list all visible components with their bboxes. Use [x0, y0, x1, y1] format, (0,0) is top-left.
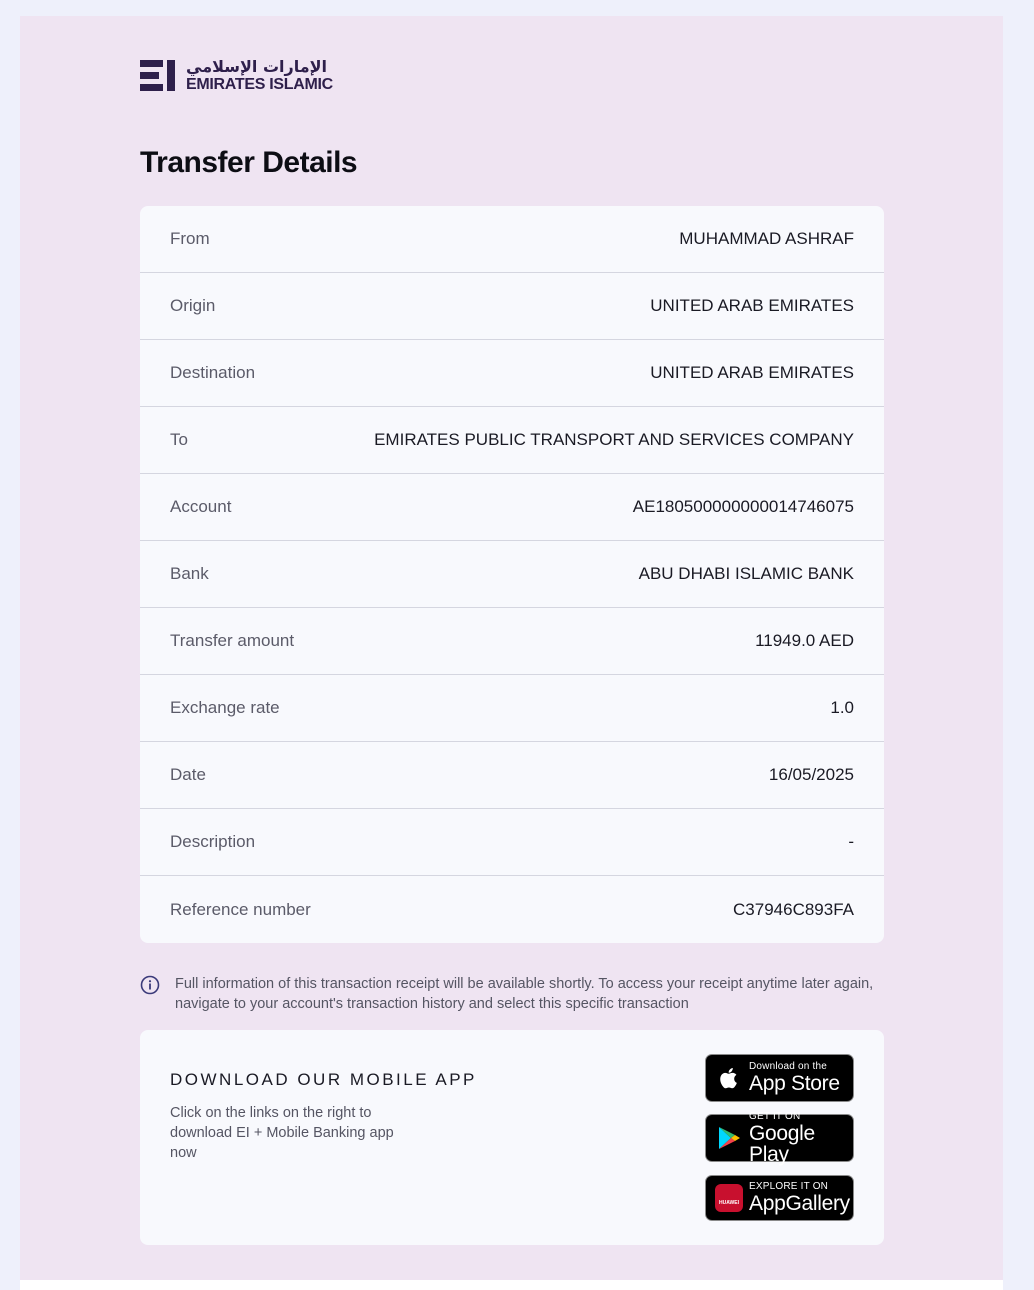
transfer-details-card: [140, 206, 884, 943]
detail-row-date: [140, 742, 884, 809]
detail-value: ABU DHABI ISLAMIC BANK: [638, 564, 854, 583]
detail-value: 1.0: [830, 698, 854, 717]
detail-label: Transfer amount: [170, 631, 295, 650]
detail-label: Origin: [170, 296, 216, 315]
google-play-big-text: Google Play: [749, 1121, 815, 1166]
ei-logo-mark-icon: [140, 59, 176, 93]
app-store-big-text: App Store: [749, 1072, 840, 1095]
detail-row-origin: [140, 273, 884, 340]
google-play-icon: [715, 1124, 743, 1152]
detail-row-account: [140, 474, 884, 541]
detail-value: 16/05/2025: [768, 765, 854, 784]
detail-label: Destination: [170, 363, 256, 382]
detail-label: Date: [170, 765, 206, 784]
detail-label: From: [170, 229, 210, 248]
app-store-button[interactable]: [705, 1054, 854, 1102]
detail-value: -: [848, 832, 854, 851]
info-note-text: Full information of this transaction receipt will be available shortly. To access your receipt anytime later again, navigate to your account's transaction history and select this specific transaction: [175, 976, 874, 1012]
download-app-description: Click on the links on the right to download EI + Mobile Banking app now: [170, 1105, 394, 1161]
detail-value: MUHAMMAD ASHRAF: [679, 229, 854, 248]
detail-row-from: [140, 206, 884, 273]
app-gallery-small-text: EXPLORE IT ON: [749, 1181, 829, 1192]
detail-row-to: [140, 407, 884, 474]
detail-value: 11949.0 AED: [755, 631, 854, 650]
detail-label: Bank: [170, 564, 209, 583]
google-play-small-text: GET IT ON: [749, 1110, 801, 1122]
download-app-title: DOWNLOAD OUR MOBILE APP: [170, 1070, 477, 1089]
receipt-frame: [20, 16, 1003, 1280]
detail-row-bank: [140, 541, 884, 608]
detail-label: Exchange rate: [170, 698, 280, 717]
detail-row-description: [140, 809, 884, 876]
download-app-card: [140, 1030, 884, 1245]
detail-value: UNITED ARAB EMIRATES: [650, 363, 854, 382]
app-gallery-button[interactable]: [705, 1175, 854, 1221]
detail-label: Account: [170, 497, 232, 516]
detail-value: C37946C893FA: [733, 899, 854, 919]
app-gallery-big-text: AppGallery: [749, 1192, 850, 1215]
detail-label: Description: [170, 832, 256, 851]
info-icon: [140, 975, 160, 995]
info-note: [140, 974, 884, 1014]
detail-value: AE180500000000014746075: [632, 497, 854, 516]
detail-value: UNITED ARAB EMIRATES: [650, 296, 854, 315]
logo-arabic-text: الإمارات الإسلامي: [186, 57, 328, 76]
page-title: Transfer Details: [140, 146, 358, 179]
detail-row-exchange-rate: [140, 675, 884, 742]
bottom-strip: [20, 1280, 1003, 1290]
detail-row-reference-number: [140, 876, 884, 943]
emirates-islamic-logo: [140, 58, 333, 94]
huawei-appgallery-icon: [715, 1184, 743, 1212]
logo-english-text: EMIRATES ISLAMIC: [186, 76, 333, 93]
detail-label: Reference number: [170, 899, 311, 919]
detail-row-destination: [140, 340, 884, 407]
detail-value: EMIRATES PUBLIC TRANSPORT AND SERVICES COMPANY: [374, 430, 854, 449]
detail-row-transfer-amount: [140, 608, 884, 675]
huawei-badge-text: HUAWEI: [719, 1200, 739, 1206]
apple-icon: [715, 1064, 743, 1092]
detail-label: To: [170, 430, 188, 449]
logo-wordmark: [186, 59, 333, 93]
google-play-button[interactable]: [705, 1110, 854, 1166]
app-store-small-text: Download on the: [749, 1061, 828, 1072]
